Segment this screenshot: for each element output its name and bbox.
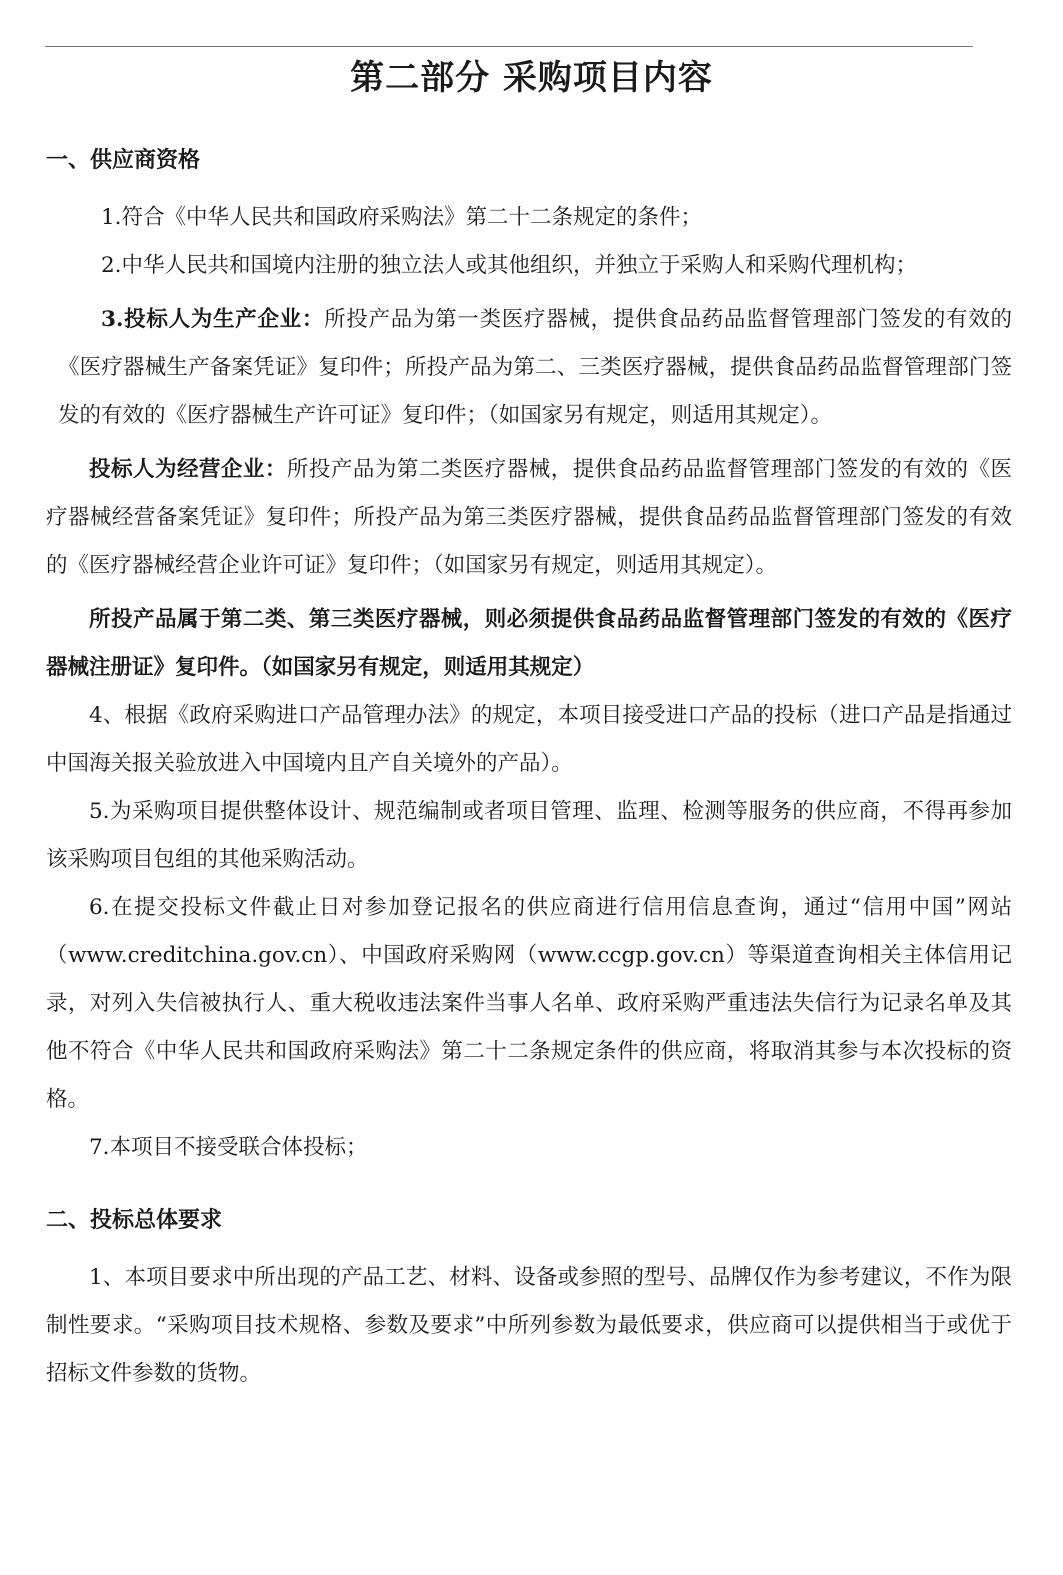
paragraph-item-6: 6.在提交投标文件截止日对参加登记报名的供应商进行信用信息查询，通过“信用中国”网站（www.creditchina.gov.cn）、中国政府采购网（www.ccgp.gov.cn）等渠道查询相关主体信用记录，对列入失信被执行人、重大税收违法案件当事人名单、政府采购严重违法失信行为记录名单及其他不符合《中华人民共和国政府采购法》第二十二条规定条件的供应商，将取消其参与本次投标的资格。 <box>46 895 1012 1112</box>
paragraph-item-2: 2.中华人民共和国境内注册的独立法人或其他组织，并独立于采购人和采购代理机构； <box>101 253 918 278</box>
paragraph-item-4: 4、根据《政府采购进口产品管理办法》的规定，本项目接受进口产品的投标（进口产品是指通过中国海关报关验放进入中国境内且产自关境外的产品）。 <box>46 703 1012 776</box>
paragraph-item-1: 1.符合《中华人民共和国政府采购法》第二十二条规定的条件； <box>101 205 703 230</box>
top-rule <box>45 46 973 47</box>
item-3b-text: 所投产品为第二类医疗器械，提供食品药品监督管理部门签发的有效的《医疗器械经营备案凭证》复印件；所投产品为第三类医疗器械，提供食品药品监督管理部门签发的有效的《医疗器械经营企业许可证》复印件；（如国家另有规定，则适用其规定）。 <box>46 457 1012 578</box>
paragraph-item-3 <box>46 296 1012 440</box>
section-heading-bid-requirements: 二、投标总体要求 <box>46 1207 223 1233</box>
paragraph-item-3b <box>46 446 1012 590</box>
paragraph-item-7: 7.本项目不接受联合体投标； <box>89 1135 368 1160</box>
document-body <box>46 136 1012 1398</box>
paragraph-item-5: 5.为采购项目提供整体设计、规范编制或者项目管理、监理、检测等服务的供应商，不得再参加该采购项目包组的其他采购活动。 <box>46 799 1012 872</box>
item-3b-label: 投标人为经营企业： <box>89 457 287 482</box>
paragraph-item-3c: 所投产品属于第二类、第三类医疗器械，则必须提供食品药品监督管理部门签发的有效的《医疗器械注册证》复印件。（如国家另有规定，则适用其规定） <box>46 607 1012 680</box>
spacer <box>46 1172 1012 1196</box>
item-3-label: 3.投标人为生产企业： <box>101 307 325 332</box>
page-title: 第二部分 采购项目内容 <box>350 58 713 98</box>
section-heading-supplier-qualification: 一、供应商资格 <box>46 147 201 173</box>
paragraph-requirement-1: 1、本项目要求中所出现的产品工艺、材料、设备或参照的型号、品牌仅作为参考建议，不作为限制性要求。“采购项目技术规格、参数及要求”中所列参数为最低要求，供应商可以提供相当于或优于招标文件参数的货物。 <box>46 1265 1012 1386</box>
item-3-text: 所投产品为第一类医疗器械，提供食品药品监督管理部门签发的有效的《医疗器械生产备案凭证》复印件；所投产品为第二、三类医疗器械，提供食品药品监督管理部门签发的有效的《医疗器械生产许可证》复印件；（如国家另有规定，则适用其规定）。 <box>58 307 1012 428</box>
